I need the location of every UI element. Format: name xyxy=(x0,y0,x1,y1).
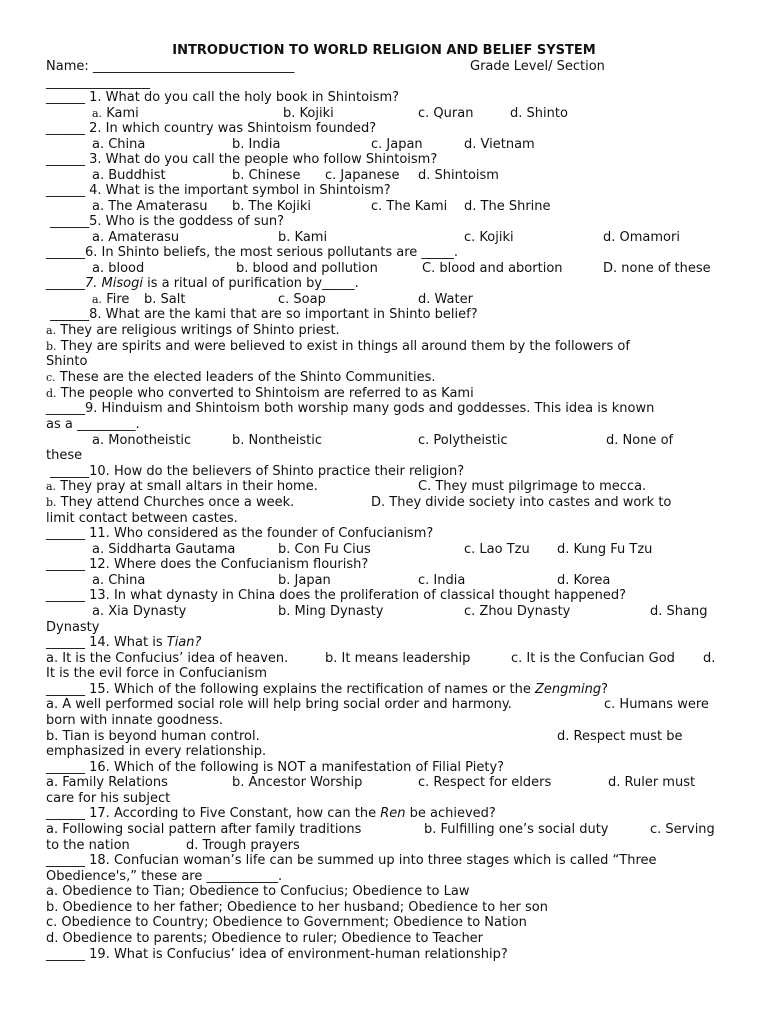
q5-option-d: d. Omamori xyxy=(603,230,680,245)
question-1: ______ 1. What do you call the holy book in Shintoism? xyxy=(46,90,400,105)
q9-option-c: c. Polytheistic xyxy=(418,433,508,448)
q3-option-d: d. Shintoism xyxy=(418,168,499,183)
q8-option-c xyxy=(46,370,436,385)
q10-option-d: D. They divide society into castes and work to xyxy=(371,495,672,510)
question-4: ______ 4. What is the important symbol in Shintoism? xyxy=(46,183,391,198)
q17-option-b: b. Fulfilling one’s social duty xyxy=(424,822,609,837)
q7-option-d: d. Water xyxy=(418,292,473,307)
q5-option-a: a. Amaterasu xyxy=(92,230,180,245)
q3-option-b: b. Chinese xyxy=(232,168,301,183)
q13-option-b: b. Ming Dynasty xyxy=(278,604,384,619)
q7-a-letter: a. xyxy=(92,293,103,306)
q10-a-text: They pray at small altars in their home. xyxy=(56,479,318,494)
q17-rest: be achieved? xyxy=(405,806,496,821)
q4-option-b: b. The Kojiki xyxy=(232,199,312,214)
q7-prefix: ______ xyxy=(46,276,85,291)
q6-option-d: D. none of these xyxy=(603,261,711,276)
q16-option-d-cont: care for his subject xyxy=(46,791,171,806)
question-6: ______6. In Shinto beliefs, the most serious pollutants are _____. xyxy=(46,245,459,260)
q8-b-letter: b. xyxy=(46,340,57,353)
q17-italic: Ren xyxy=(380,806,406,821)
q1-option-c: c. Quran xyxy=(418,106,474,121)
q8-option-b-cont: Shinto xyxy=(46,354,88,369)
question-9-cont: as a _________. xyxy=(46,417,140,432)
q15-option-b: b. Tian is beyond human control. xyxy=(46,729,260,744)
q16-option-d: d. Ruler must xyxy=(608,775,696,790)
q7-rest: is a ritual of purification by_____. xyxy=(142,276,359,291)
q12-option-b: b. Japan xyxy=(278,573,331,588)
q4-option-a: a. The Amaterasu xyxy=(92,199,208,214)
q8-c-letter: c. xyxy=(46,371,56,384)
q9-option-d-cont: these xyxy=(46,448,83,463)
q15-italic: Zengming xyxy=(534,682,602,697)
name-label: Name: _______________________________ xyxy=(46,59,295,74)
q17-option-d: d. Trough prayers xyxy=(186,838,300,853)
question-5: ______5. Who is the goddess of sun? xyxy=(46,214,285,229)
q2-option-d: d. Vietnam xyxy=(464,137,535,152)
question-10: ______10. How do the believers of Shinto practice their religion? xyxy=(46,464,465,479)
q8-a-text: They are religious writings of Shinto priest. xyxy=(56,323,340,338)
q14-italic: Tian? xyxy=(166,635,202,650)
q8-b-text: They are spirits and were believed to exist in things all around them by the followers of xyxy=(56,339,630,354)
q12-option-c: c. India xyxy=(418,573,466,588)
q14-option-a: a. It is the Confucius’ idea of heaven. xyxy=(46,651,289,666)
question-13: ______ 13. In what dynasty in China does the proliferation of classical thought happened? xyxy=(46,588,627,603)
q13-option-c: c. Zhou Dynasty xyxy=(464,604,571,619)
q2-option-b: b. India xyxy=(232,137,281,152)
q17-option-c: c. Serving xyxy=(650,822,715,837)
q5-option-c: c. Kojiki xyxy=(464,230,514,245)
question-14 xyxy=(46,635,201,650)
q10-b-letter: b. xyxy=(46,496,57,509)
grade-label: Grade Level/ Section xyxy=(470,59,605,74)
q14-option-b: b. It means leadership xyxy=(325,651,471,666)
q8-option-d xyxy=(46,386,474,401)
q13-option-d: d. Shang xyxy=(650,604,708,619)
q1-option-d: d. Shinto xyxy=(510,106,568,121)
q1-a-letter: a. xyxy=(92,107,103,120)
question-18-cont: Obedience's,” these are ___________. xyxy=(46,869,283,884)
q17-option-a: a. Following social pattern after family traditions xyxy=(46,822,362,837)
question-11: ______ 11. Who considered as the founder of Confucianism? xyxy=(46,526,434,541)
q10-option-a xyxy=(46,479,318,494)
q10-b-text: They attend Churches once a week. xyxy=(56,495,295,510)
q10-option-b xyxy=(46,495,294,510)
q15-option-d-cont: emphasized in every relationship. xyxy=(46,744,267,759)
q15-prefix: ______ 15. Which of the following explains the rectification of names or the xyxy=(46,682,535,697)
question-15 xyxy=(46,682,608,697)
q6-option-b: b. blood and pollution xyxy=(236,261,378,276)
question-8: ______8. What are the kami that are so important in Shinto belief? xyxy=(46,307,478,322)
question-18: ______ 18. Confucian woman’s life can be summed up into three stages which is called “Three xyxy=(46,853,657,868)
q1-a-text: Kami xyxy=(102,106,139,121)
q14-prefix: ______ 14. What is xyxy=(46,635,167,650)
q17-option-c-cont: to the nation xyxy=(46,838,130,853)
q8-d-letter: d. xyxy=(46,387,57,400)
q7-option-c: c. Soap xyxy=(278,292,326,307)
q10-a-letter: a. xyxy=(46,480,57,493)
question-9: ______9. Hinduism and Shintoism both worship many gods and goddesses. This idea is known xyxy=(46,401,655,416)
q18-option-c: c. Obedience to Country; Obedience to Government; Obedience to Nation xyxy=(46,915,527,930)
q14-option-d: d. xyxy=(703,651,716,666)
q14-option-d-cont: It is the evil force in Confucianism xyxy=(46,666,268,681)
worksheet-title: INTRODUCTION TO WORLD RELIGION AND BELIEF SYSTEM xyxy=(172,43,596,58)
q15-rest: ? xyxy=(601,682,609,697)
q9-option-d: d. None of xyxy=(606,433,674,448)
q12-option-d: d. Korea xyxy=(557,573,611,588)
q3-option-a: a. Buddhist xyxy=(92,168,166,183)
q15-option-d: d. Respect must be xyxy=(557,729,683,744)
q8-option-a xyxy=(46,323,340,338)
q12-option-a: a. China xyxy=(92,573,146,588)
q18-option-b: b. Obedience to her father; Obedience to her husband; Obedience to her son xyxy=(46,900,548,915)
q8-c-text: These are the elected leaders of the Shinto Communities. xyxy=(55,370,436,385)
q13-option-a: a. Xia Dynasty xyxy=(92,604,187,619)
q16-option-a: a. Family Relations xyxy=(46,775,168,790)
q8-d-text: The people who converted to Shintoism are referred to as Kami xyxy=(56,386,474,401)
q16-option-b: b. Ancestor Worship xyxy=(232,775,363,790)
q18-option-a: a. Obedience to Tian; Obedience to Confucius; Obedience to Law xyxy=(46,884,470,899)
q14-option-c: c. It is the Confucian God xyxy=(511,651,675,666)
q8-a-letter: a. xyxy=(46,324,57,337)
q11-option-a: a. Siddharta Gautama xyxy=(92,542,236,557)
q17-prefix: ______ 17. According to Five Constant, how can the xyxy=(46,806,381,821)
question-16: ______ 16. Which of the following is NOT a manifestation of Filial Piety? xyxy=(46,760,505,775)
q9-option-a: a. Monotheistic xyxy=(92,433,192,448)
question-3: ______ 3. What do you call the people who follow Shintoism? xyxy=(46,152,438,167)
q10-option-c: C. They must pilgrimage to mecca. xyxy=(418,479,647,494)
q4-option-c: c. The Kami xyxy=(371,199,448,214)
q7-option-b: b. Salt xyxy=(144,292,186,307)
q10-option-d-cont: limit contact between castes. xyxy=(46,511,238,526)
q3-option-c: c. Japanese xyxy=(325,168,400,183)
question-12: ______ 12. Where does the Confucianism flourish? xyxy=(46,557,369,572)
question-7 xyxy=(46,276,359,291)
q1-option-b: b. Kojiki xyxy=(283,106,334,121)
q18-option-d: d. Obedience to parents; Obedience to ruler; Obedience to Teacher xyxy=(46,931,484,946)
q8-option-b xyxy=(46,339,630,354)
q4-option-d: d. The Shrine xyxy=(464,199,551,214)
q11-option-c: c. Lao Tzu xyxy=(464,542,530,557)
q2-option-c: c. Japan xyxy=(371,137,423,152)
q7-a-text: Fire xyxy=(102,292,130,307)
q6-option-c: C. blood and abortion xyxy=(422,261,563,276)
q15-option-c-cont: born with innate goodness. xyxy=(46,713,224,728)
q5-option-b: b. Kami xyxy=(278,230,328,245)
q16-option-c: c. Respect for elders xyxy=(418,775,552,790)
q11-option-b: b. Con Fu Cius xyxy=(278,542,371,557)
q7-option-a xyxy=(92,292,129,307)
question-2: ______ 2. In which country was Shintoism founded? xyxy=(46,121,377,136)
grade-blank: ________________ xyxy=(46,75,150,90)
q13-option-d-cont: Dynasty xyxy=(46,620,100,635)
q11-option-d: d. Kung Fu Tzu xyxy=(557,542,653,557)
q2-option-a: a. China xyxy=(92,137,146,152)
q15-option-a: a. A well performed social role will help bring social order and harmony. xyxy=(46,697,512,712)
q7-italic: 7. Misogi xyxy=(85,276,143,291)
question-17 xyxy=(46,806,496,821)
q15-option-c: c. Humans were xyxy=(604,697,709,712)
q6-option-a: a. blood xyxy=(92,261,145,276)
q9-option-b: b. Nontheistic xyxy=(232,433,323,448)
question-19: ______ 19. What is Confucius’ idea of environment-human relationship? xyxy=(46,947,508,962)
q1-option-a xyxy=(92,106,139,121)
